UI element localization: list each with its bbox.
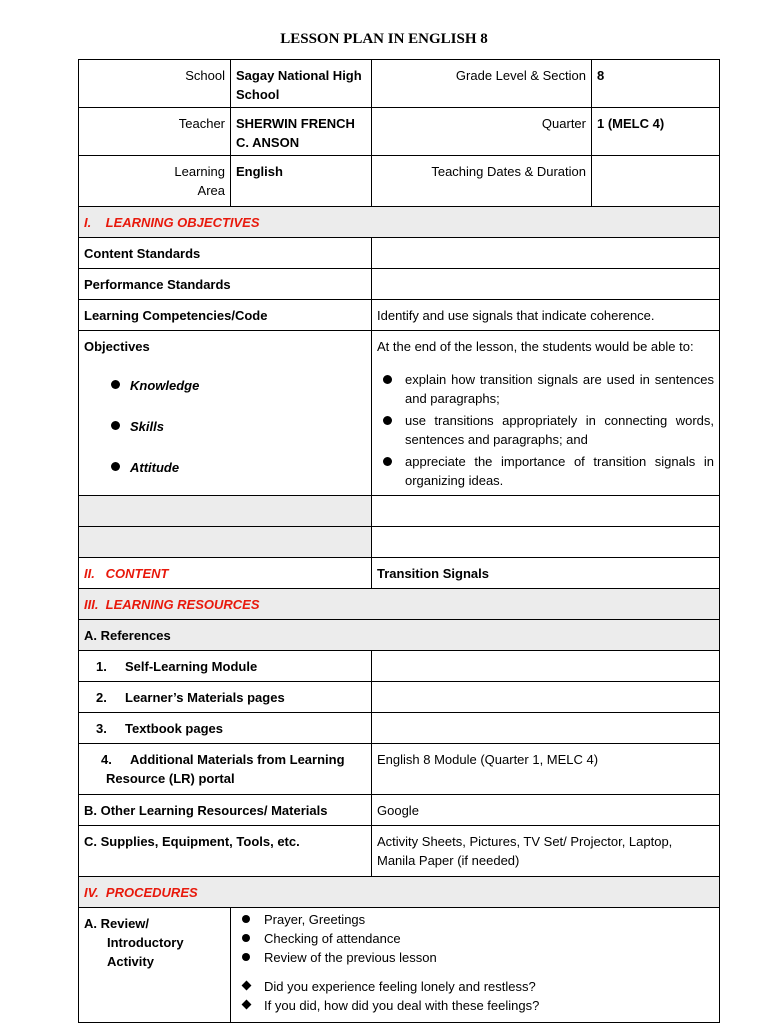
school-value: Sagay National High School	[231, 60, 372, 108]
section-learning-objectives: I. LEARNING OBJECTIVES	[79, 207, 720, 238]
bullet-icon	[111, 462, 120, 471]
skills-value	[372, 411, 720, 452]
teaching-dates-value	[592, 156, 720, 207]
teacher-label: Teacher	[79, 108, 231, 156]
other-resources-value: Google	[372, 795, 720, 826]
bullet-icon	[242, 915, 250, 923]
review-item	[236, 929, 714, 948]
bullet-icon	[242, 953, 250, 961]
review-item-text: Checking of attendance	[264, 931, 401, 946]
review-label-line2: Introductory	[107, 935, 184, 950]
reference-additional-materials	[79, 744, 372, 795]
knowledge-label-text: Knowledge	[130, 377, 200, 393]
teaching-dates-label: Teaching Dates & Duration	[372, 156, 592, 207]
review-item-text: Review of the previous lesson	[264, 950, 437, 965]
reference-number: 2.	[96, 690, 107, 705]
empty-row-left	[79, 496, 372, 527]
reference-label: Learner’s Materials pages	[125, 690, 285, 705]
review-activity-content	[231, 908, 720, 1023]
learning-competencies-label: Learning Competencies/Code	[79, 300, 372, 331]
skills-item: use transitions appropriately in connecting words, sentences and paragraphs; and	[377, 411, 714, 449]
skills-label-text: Skills	[130, 418, 164, 434]
diamond-bullet-icon	[242, 1000, 252, 1010]
bullet-icon	[111, 421, 120, 430]
content-standards-label: Content Standards	[79, 238, 372, 269]
review-item	[236, 948, 714, 967]
attitude-value	[372, 452, 720, 496]
bullet-icon	[242, 934, 250, 942]
reference-number: 1.	[96, 659, 107, 674]
references-label: A. References	[79, 620, 720, 651]
review-question-text: Did you experience feeling lonely and restless?	[264, 979, 536, 994]
school-label: School	[79, 60, 231, 108]
attitude-item: appreciate the importance of transition signals in organizing ideas.	[377, 452, 714, 490]
supplies-value: Activity Sheets, Pictures, TV Set/ Projector, Laptop, Manila Paper (if needed)	[372, 826, 720, 877]
skills-label	[79, 411, 372, 452]
empty-row-right	[372, 496, 720, 527]
diamond-bullet-icon	[242, 981, 252, 991]
reference-number: 3.	[96, 721, 107, 736]
learning-area-label-line2: Area	[197, 183, 225, 198]
objectives-intro: At the end of the lesson, the students would be able to:	[372, 331, 720, 370]
empty-row-right	[372, 527, 720, 558]
section-procedures: IV. PROCEDURES	[79, 877, 720, 908]
review-question-text: If you did, how did you deal with these feelings?	[264, 998, 540, 1013]
review-question	[236, 977, 714, 996]
review-label-line1: A. Review/	[84, 916, 150, 931]
knowledge-item: explain how transition signals are used in sentences and paragraphs;	[377, 370, 714, 408]
attitude-label	[79, 452, 372, 496]
objectives-label: Objectives	[79, 331, 372, 370]
grade-label: Grade Level & Section	[372, 60, 592, 108]
performance-standards-label: Performance Standards	[79, 269, 372, 300]
quarter-value: 1 (MELC 4)	[592, 108, 720, 156]
quarter-label: Quarter	[372, 108, 592, 156]
review-item-text: Prayer, Greetings	[264, 912, 366, 927]
review-question	[236, 996, 714, 1015]
learning-area-label-line1: Learning	[174, 164, 225, 179]
learning-area-label	[79, 156, 231, 207]
supplies-label: C. Supplies, Equipment, Tools, etc.	[79, 826, 372, 877]
reference-additional-value: English 8 Module (Quarter 1, MELC 4)	[372, 744, 720, 795]
performance-standards-value	[372, 269, 720, 300]
other-resources-label: B. Other Learning Resources/ Materials	[79, 795, 372, 826]
reference-self-learning-module	[79, 651, 372, 682]
review-label-line3: Activity	[107, 954, 154, 969]
reference-value	[372, 713, 720, 744]
reference-value	[372, 651, 720, 682]
section-learning-resources: III. LEARNING RESOURCES	[79, 589, 720, 620]
knowledge-value	[372, 370, 720, 411]
attitude-label-text: Attitude	[130, 459, 180, 475]
reference-label-line2: Resource (LR) portal	[106, 771, 235, 786]
reference-value	[372, 682, 720, 713]
review-bullet-list	[236, 910, 714, 967]
reference-learners-materials	[79, 682, 372, 713]
teacher-value: SHERWIN FRENCH C. ANSON	[231, 108, 372, 156]
content-value: Transition Signals	[372, 558, 720, 589]
learning-area-value: English	[231, 156, 372, 207]
knowledge-label	[79, 370, 372, 411]
reference-number: 4.	[101, 752, 112, 767]
reference-label-line1: Additional Materials from Learning	[130, 752, 345, 767]
reference-label: Textbook pages	[125, 721, 224, 736]
section-content: II. CONTENT	[79, 558, 372, 589]
content-standards-value	[372, 238, 720, 269]
reference-label: Self-Learning Module	[125, 659, 258, 674]
reference-textbook-pages	[79, 713, 372, 744]
review-item	[236, 910, 714, 929]
page-title: LESSON PLAN IN ENGLISH 8	[280, 31, 488, 47]
empty-row-left	[79, 527, 372, 558]
learning-competencies-value: Identify and use signals that indicate coherence.	[372, 300, 720, 331]
review-activity-label	[79, 908, 231, 1023]
grade-value: 8	[592, 60, 720, 108]
lesson-plan-table	[78, 59, 720, 1023]
review-question-list	[236, 977, 714, 1015]
bullet-icon	[111, 380, 120, 389]
